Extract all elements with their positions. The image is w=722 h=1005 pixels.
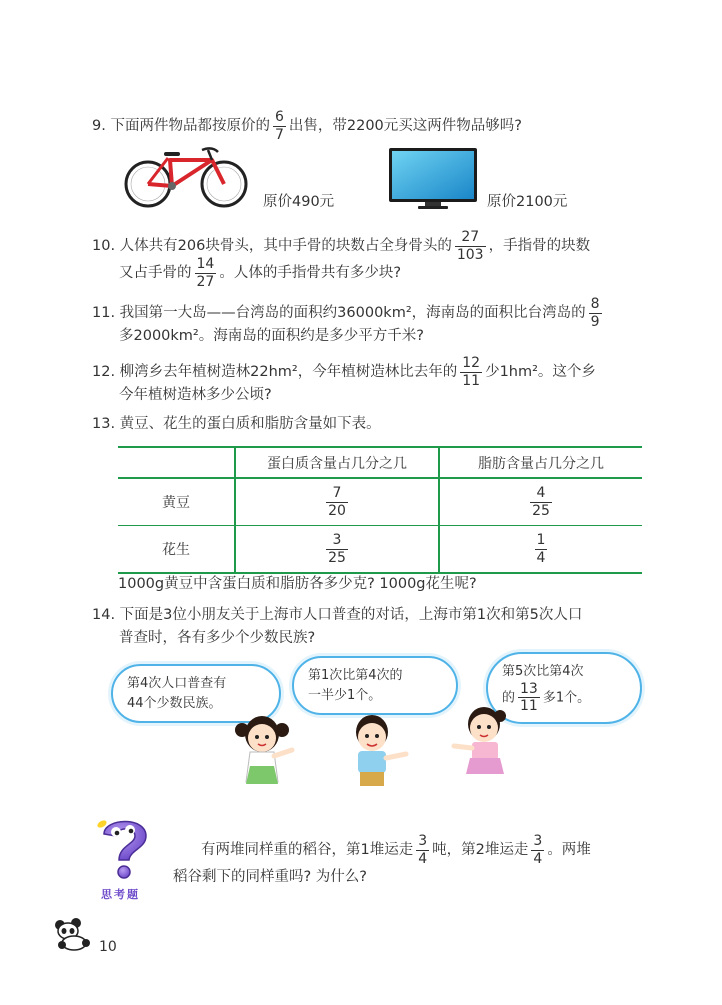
question-mark-icon xyxy=(92,812,158,886)
q10-text-d: 。人体的手指骨共有多少块? xyxy=(219,265,402,282)
q14-text-a: 下面是3位小朋友关于上海市人口普查的对话，上海市第1次和第5次人口 xyxy=(119,607,583,623)
q9-text-b: 出售，带2200元买这两件物品够吗? xyxy=(288,118,522,135)
table-row xyxy=(118,526,642,574)
bubble3-pre: 的 xyxy=(502,690,516,706)
frac-num: 1 xyxy=(536,531,546,548)
q9-frac-den: 7 xyxy=(274,126,284,143)
q14-number: 14. xyxy=(92,607,116,623)
question-10-line-2 xyxy=(119,257,401,289)
page-number: 10 xyxy=(99,939,117,955)
q12-text-b: 少1hm²。这个乡 xyxy=(485,364,596,381)
think-question-line-2 xyxy=(173,870,367,885)
q11-text-b: 多2000km²。海南岛的面积约是多少平方千米? xyxy=(119,328,424,344)
q10-frac2-den: 27 xyxy=(196,273,215,290)
question-12-line-2 xyxy=(119,388,272,403)
question-12 xyxy=(92,356,596,388)
speech-bubble-2 xyxy=(292,656,458,715)
q10-number: 10. xyxy=(92,238,116,255)
bubble1-line2: 44个少数民族。 xyxy=(127,695,222,711)
frac-num: 7 xyxy=(332,484,342,501)
q12-text-a: 柳湾乡去年植树造林22hm²，今年植树造林比去年的 xyxy=(119,364,458,381)
bubble3-frac-den: 11 xyxy=(520,698,538,715)
question-9 xyxy=(92,110,522,142)
q9-fraction xyxy=(273,110,286,142)
girl-2-illustration xyxy=(448,700,518,780)
bubble3-post: 多1个。 xyxy=(542,690,591,706)
q10-text-a: 人体共有206块骨头，其中手骨的块数占全身骨头的 xyxy=(119,238,452,255)
q11-frac-den: 9 xyxy=(590,313,600,330)
q12-fraction xyxy=(460,356,482,388)
frac-den: 4 xyxy=(536,549,546,566)
bubble1-line1: 第4次人口普查有 xyxy=(127,676,227,691)
frac-num: 3 xyxy=(332,531,342,548)
think-text-c: 。两堆 xyxy=(547,842,591,859)
q11-frac-num: 8 xyxy=(590,296,600,312)
q13-number: 13. xyxy=(92,416,116,432)
question-11 xyxy=(92,297,605,329)
q12-number: 12. xyxy=(92,364,116,381)
q12-frac-den: 11 xyxy=(462,372,481,389)
bubble3-frac-num: 13 xyxy=(520,680,538,697)
bubble3-fraction xyxy=(518,682,540,714)
q14-text-b: 普查时，各有多少个少数民族? xyxy=(119,630,316,646)
q13-followup: 1000g黄豆中含蛋白质和脂肪各多少克? 1000g花生呢? xyxy=(118,576,477,592)
q10-frac2-num: 14 xyxy=(196,256,215,272)
row-name-peanut: 花生 xyxy=(118,526,235,574)
table-header-fat: 脂肪含量占几分之几 xyxy=(439,447,642,478)
question-14-line-2 xyxy=(119,631,315,646)
q10-frac1-num: 27 xyxy=(461,229,480,245)
panda-icon xyxy=(52,917,96,951)
tv-illustration xyxy=(388,147,478,211)
tv-price: 原价2100元 xyxy=(487,194,568,210)
question-11-line-2 xyxy=(119,329,424,344)
q10-fraction-1 xyxy=(455,230,486,262)
q10-text-c: 又占手骨的 xyxy=(119,265,192,282)
q10-frac1-den: 103 xyxy=(456,246,484,263)
bike-price: 原价490元 xyxy=(263,194,335,210)
bicycle-illustration xyxy=(120,146,250,208)
table-header-row xyxy=(118,447,642,478)
cell-soybean-fat xyxy=(439,478,642,526)
q11-fraction xyxy=(589,297,602,329)
think-fraction-2 xyxy=(531,834,544,866)
think-frac1-num: 3 xyxy=(418,833,428,849)
bubble3-line1: 第5次比第4次 xyxy=(502,664,584,679)
boy-illustration xyxy=(338,710,410,788)
q9-number: 9. xyxy=(92,118,106,135)
think-frac1-den: 4 xyxy=(418,850,428,867)
bubble2-line2: 一半少1个。 xyxy=(308,687,382,703)
girl-1-illustration xyxy=(228,708,298,788)
think-label: 思考题 xyxy=(101,888,140,901)
q9-text-a: 下面两件物品都按原价的 xyxy=(110,118,270,135)
table-header-empty xyxy=(118,447,235,478)
q10-text-b: ，手指骨的块数 xyxy=(488,238,591,255)
q12-frac-num: 12 xyxy=(462,355,481,371)
bubble2-line1: 第1次比第4次的 xyxy=(308,668,403,683)
think-frac2-num: 3 xyxy=(533,833,543,849)
question-13-followup xyxy=(118,577,477,592)
cell-soybean-protein xyxy=(235,478,439,526)
q12-text-c: 今年植树造林多少公顷? xyxy=(119,387,272,403)
think-fraction-1 xyxy=(416,834,429,866)
frac-den: 25 xyxy=(328,549,346,566)
frac-num: 4 xyxy=(536,484,546,501)
question-14 xyxy=(92,608,582,623)
table-row xyxy=(118,478,642,526)
think-text-b: 吨，第2堆运走 xyxy=(432,842,529,859)
q13-text: 黄豆、花生的蛋白质和脂肪含量如下表。 xyxy=(119,416,381,432)
think-question xyxy=(201,834,591,866)
frac-den: 20 xyxy=(328,502,346,519)
think-frac2-den: 4 xyxy=(533,850,543,867)
think-text-d: 稻谷剩下的同样重吗? 为什么? xyxy=(173,869,368,885)
q9-frac-num: 6 xyxy=(274,109,284,125)
cell-peanut-fat xyxy=(439,526,642,574)
think-text-a: 有两堆同样重的稻谷，第1堆运走 xyxy=(201,842,414,859)
bubble3-line2 xyxy=(502,682,626,714)
q11-number: 11. xyxy=(92,305,116,322)
row-name-soybean: 黄豆 xyxy=(118,478,235,526)
frac-den: 25 xyxy=(532,502,550,519)
question-13 xyxy=(92,417,381,432)
nutrition-table xyxy=(118,446,642,574)
cell-peanut-protein xyxy=(235,526,439,574)
table-header-protein: 蛋白质含量占几分之几 xyxy=(235,447,439,478)
q11-text-a: 我国第一大岛——台湾岛的面积约36000km²，海南岛的面积比台湾岛的 xyxy=(119,305,586,322)
q10-fraction-2 xyxy=(195,257,217,289)
